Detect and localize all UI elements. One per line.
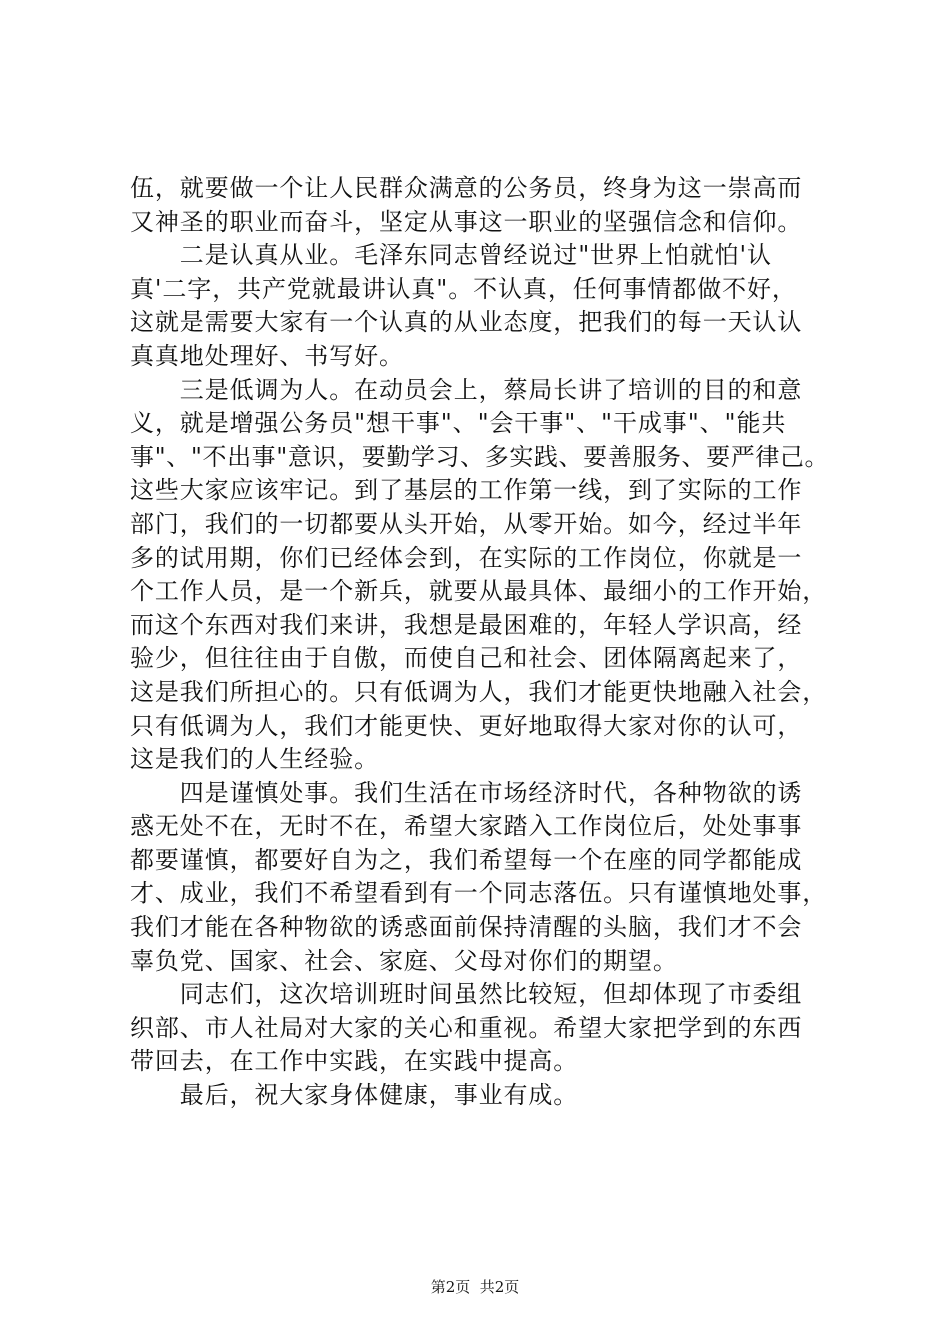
text-line: 验少，但往往由于自傲，而使自己和社会、团体隔离起来了， xyxy=(130,644,803,673)
page-footer: 第2页 共2页 xyxy=(430,1278,520,1296)
text-line: 才、成业，我们不希望看到有一个同志落伍。只有谨慎地处事， xyxy=(130,879,828,908)
text-line: 多的试用期，你们已经体会到，在实际的工作岗位，你就是一 xyxy=(130,543,803,572)
text-line: 伍，就要做一个让人民群众满意的公务员，终身为这一崇高而 xyxy=(130,174,803,202)
text-line: 真'二字，共产党就最讲认真"。不认真，任何事情都做不好， xyxy=(130,274,797,303)
text-line: 惑无处不在，无时不在，希望大家踏入工作岗位后，处处事事 xyxy=(130,812,803,841)
text-line: 带回去，在工作中实践，在实践中提高。 xyxy=(130,1047,579,1076)
body-text xyxy=(130,172,830,1113)
text-line: 二是认真从业。毛泽东同志曾经说过"世界上怕就怕'认 xyxy=(130,241,772,270)
text-line: 四是谨慎处事。我们生活在市场经济时代，各种物欲的诱 xyxy=(130,778,803,807)
text-line: 最后，祝大家身体健康，事业有成。 xyxy=(130,1081,579,1110)
text-line: 辜负党、国家、社会、家庭、父母对你们的期望。 xyxy=(130,946,678,975)
text-line: 个工作人员，是一个新兵，就要从最具体、最细小的工作开始， xyxy=(130,577,828,606)
text-line: 都要谨慎，都要好自为之，我们希望每一个在座的同学都能成 xyxy=(130,845,803,874)
text-line: 同志们，这次培训班时间虽然比较短，但却体现了市委组 xyxy=(130,980,803,1009)
text-line: 又神圣的职业而奋斗，坚定从事这一职业的坚强信念和信仰。 xyxy=(130,207,803,236)
text-line: 部门，我们的一切都要从头开始，从零开始。如今，经过半年 xyxy=(130,509,803,538)
text-line: 三是低调为人。在动员会上，蔡局长讲了培训的目的和意 xyxy=(130,375,803,404)
text-line: 而这个东西对我们来讲，我想是最困难的，年轻人学识高，经 xyxy=(130,610,803,639)
text-line: 事"、"不出事"意识，要勤学习、多实践、要善服务、要严律己。 xyxy=(130,442,830,471)
text-line: 义，就是增强公务员"想干事"、"会干事"、"干成事"、"能共 xyxy=(130,409,787,438)
text-line: 我们才能在各种物欲的诱惑面前保持清醒的头脑，我们才不会 xyxy=(130,913,803,942)
text-line: 只有低调为人，我们才能更快、更好地取得大家对你的认可， xyxy=(130,711,803,740)
text-line: 织部、市人社局对大家的关心和重视。希望大家把学到的东西 xyxy=(130,1013,803,1042)
text-line: 这是我们所担心的。只有低调为人，我们才能更快地融入社会， xyxy=(130,677,828,706)
text-line: 这是我们的人生经验。 xyxy=(130,745,379,774)
text-line: 真真地处理好、书写好。 xyxy=(130,341,404,370)
text-line: 这就是需要大家有一个认真的从业态度，把我们的每一天认认 xyxy=(130,308,803,337)
text-line: 这些大家应该牢记。到了基层的工作第一线，到了实际的工作 xyxy=(130,476,803,505)
